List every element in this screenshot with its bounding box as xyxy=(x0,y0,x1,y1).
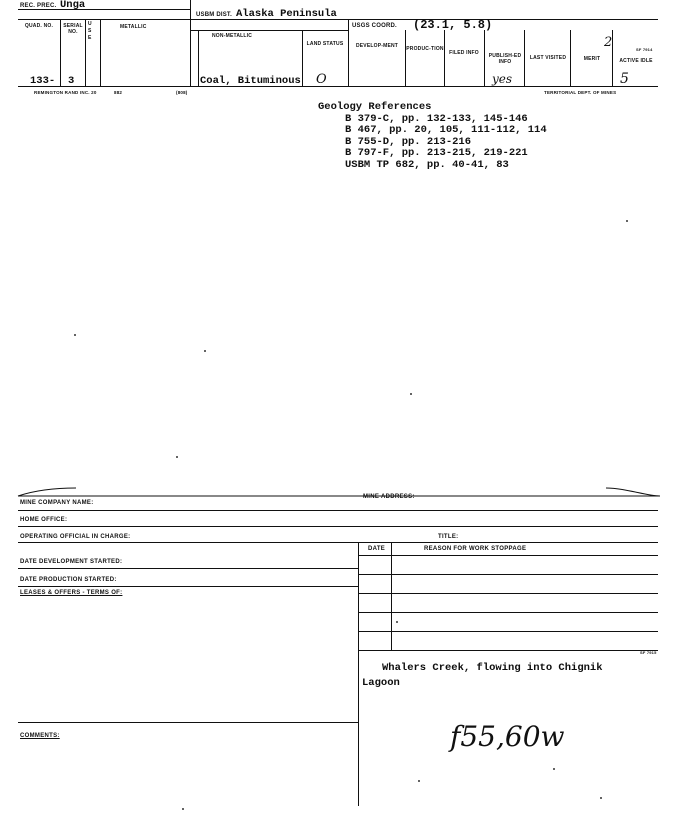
mine-company-name-label: MINE COMPANY NAME: xyxy=(20,500,94,506)
scan-speck xyxy=(176,456,178,458)
reference-line: B 755-D, pp. 213-216 xyxy=(345,135,472,148)
reference-line: B 379-C, pp. 132-133, 145-146 xyxy=(345,112,528,125)
rule-production xyxy=(18,586,358,587)
leases-label: LEASES & OFFERS - TERMS OF: xyxy=(20,590,123,596)
location-line-1: Whalers Creek, flowing into Chignik xyxy=(382,662,603,674)
rule-company xyxy=(18,510,658,511)
rule-operating xyxy=(18,542,658,543)
title-label: TITLE: xyxy=(438,534,459,540)
comments-label: COMMENTS: xyxy=(20,733,60,739)
divider-use xyxy=(100,19,101,86)
scan-speck xyxy=(626,220,628,222)
header-bottom-rule xyxy=(18,86,658,87)
divider-serial xyxy=(85,19,86,86)
form-number-bottom: SF 7915 xyxy=(640,650,657,655)
serial-no-label: SERIAL NO. xyxy=(63,23,83,35)
mine-address-label: MINE ADDRESS: xyxy=(363,494,415,500)
rule-date-header xyxy=(358,555,658,556)
rule-development xyxy=(18,568,358,569)
divider-product xyxy=(405,30,406,86)
production-label: PRODUC-TION xyxy=(406,46,444,52)
divider-usbm xyxy=(190,0,191,86)
location-line-2: Lagoon xyxy=(362,677,400,689)
usgs-coord-label: USGS COORD. xyxy=(352,23,397,29)
usbm-dist-label: USBM DIST. xyxy=(196,12,233,18)
scan-speck xyxy=(553,768,555,770)
land-status-label: LAND STATUS xyxy=(306,41,344,47)
rule-stoppage-2 xyxy=(358,593,658,594)
scan-speck xyxy=(396,621,398,623)
imprint-code-2: (808) xyxy=(176,90,188,95)
rec-prec-value: Unga xyxy=(60,0,86,11)
serial-no-value: 3 xyxy=(68,75,75,87)
dept-imprint: TERRITORIAL DEPT. OF MINES xyxy=(544,90,617,95)
scan-speck xyxy=(410,393,412,395)
active-idle-value: 5 xyxy=(620,71,629,87)
published-info-label: PUBLISH-ED INFO xyxy=(488,53,522,65)
top-curve-line xyxy=(16,482,662,502)
metallic-label: METALLIC xyxy=(120,24,147,30)
imprint-code-1: 882 xyxy=(114,90,123,95)
divider-date-col xyxy=(391,542,392,650)
usgs-coord-value: (23.1, 5.8) xyxy=(413,18,493,32)
quad-no-label: QUAD. NO. xyxy=(24,23,54,29)
divider-publish xyxy=(484,30,485,86)
rec-prec-label: REC. PREC. xyxy=(20,3,57,9)
published-info-value: yes xyxy=(492,72,513,86)
geology-references xyxy=(318,102,547,171)
rule-home-office xyxy=(18,526,658,527)
rule-stoppage-5 xyxy=(358,650,658,651)
reason-label: REASON FOR WORK STOPPAGE xyxy=(424,546,527,552)
divider-develop xyxy=(348,19,349,86)
reference-line: B 797-F, pp. 213-215, 219-221 xyxy=(345,147,528,159)
date-production-label: DATE PRODUCTION STARTED: xyxy=(20,577,117,583)
operating-official-label: OPERATING OFFICIAL IN CHARGE: xyxy=(20,534,131,540)
divider-filed xyxy=(444,30,445,86)
merit-label: MERIT xyxy=(583,56,601,62)
rule-stoppage-3 xyxy=(358,612,658,613)
corner-mark: 2 xyxy=(604,35,613,50)
usbm-dist-value: Alaska Peninsula xyxy=(236,8,337,20)
non-metallic-label: NON-METALLIC xyxy=(212,33,253,39)
handwritten-note: f55,60w xyxy=(450,720,565,753)
form-number-top: SF 7914 xyxy=(636,47,653,52)
divider-use-2 xyxy=(198,30,199,86)
reference-line: B 467, pp. 20, 105, 111-112, 114 xyxy=(345,124,547,136)
header-top-rule-left xyxy=(18,9,190,10)
scan-speck xyxy=(600,797,602,799)
scan-speck xyxy=(204,350,206,352)
scan-speck xyxy=(418,780,420,782)
header-row-rule-2 xyxy=(190,30,348,31)
use-label: U S E xyxy=(88,21,92,41)
scan-speck xyxy=(182,808,184,810)
quad-no-value: 133- xyxy=(30,75,56,87)
geology-title: Geology References xyxy=(318,101,432,113)
divider-land xyxy=(302,30,303,86)
header-row-rule-1 xyxy=(18,19,658,20)
development-label: DEVELOP-MENT xyxy=(355,43,399,49)
active-idle-label: ACTIVE IDLE xyxy=(619,58,653,64)
rule-leases-bottom xyxy=(18,722,358,723)
land-status-value: O xyxy=(316,72,327,87)
rule-stoppage-1 xyxy=(358,574,658,575)
rule-stoppage-4 xyxy=(358,631,658,632)
home-office-label: HOME OFFICE: xyxy=(20,517,68,523)
divider-center xyxy=(358,542,359,806)
last-visited-label: LAST VISITED xyxy=(529,55,567,61)
printer-imprint: REMINGTON RAND INC. 20 xyxy=(34,90,97,95)
reference-line: USBM TP 682, pp. 40-41, 83 xyxy=(345,158,509,171)
scan-speck xyxy=(74,334,76,336)
divider-visited xyxy=(524,30,525,86)
non-metallic-value: Coal, Bituminous xyxy=(200,75,301,87)
divider-merit xyxy=(570,30,571,86)
date-label: DATE xyxy=(368,546,386,552)
filed-info-label: FILED INFO xyxy=(449,50,479,56)
date-development-label: DATE DEVELOPMENT STARTED: xyxy=(20,559,123,565)
